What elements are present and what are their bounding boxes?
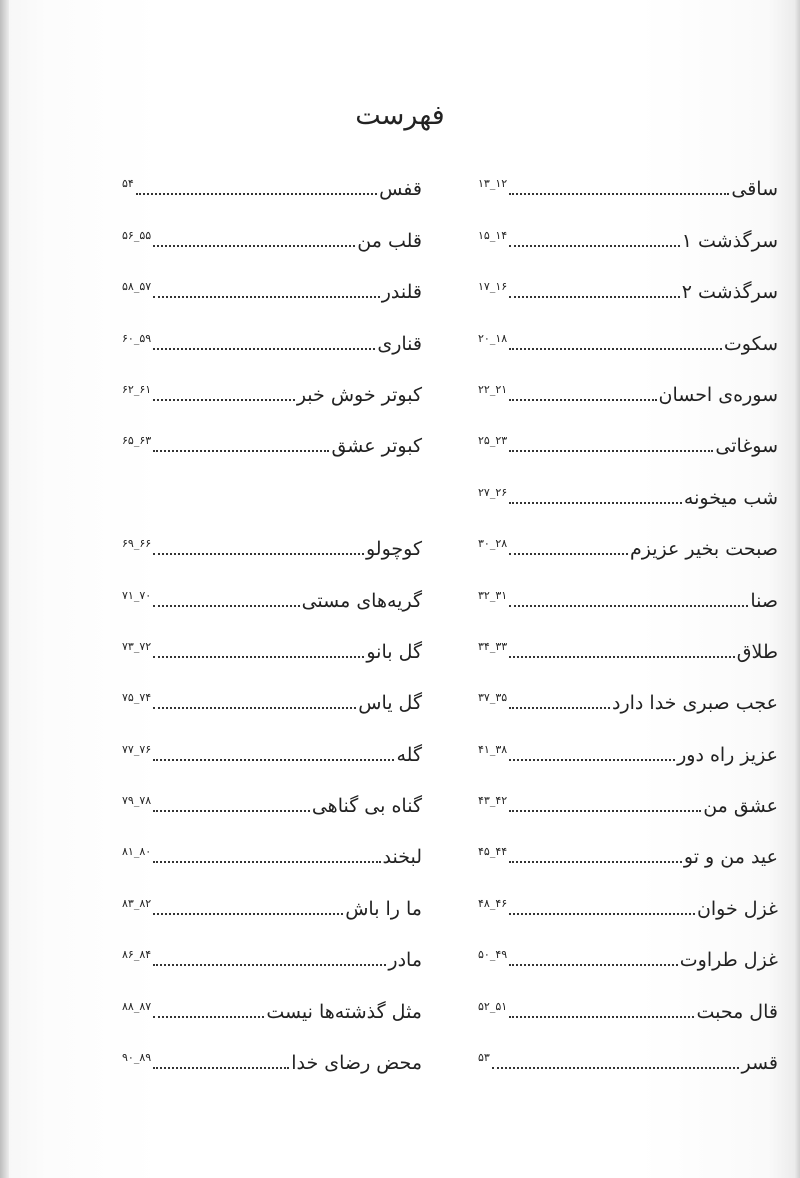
entry-title: عجب صبری خدا دارد — [612, 692, 778, 715]
entry-page-range: ۷۲_۷۳ — [122, 639, 152, 653]
toc-entry — [122, 569, 422, 620]
dot-leader — [509, 861, 682, 863]
page-edge-shadow-right — [794, 0, 800, 1178]
entry-page-range: ۵۵_۵۶ — [122, 228, 152, 242]
toc-entry — [122, 672, 422, 723]
toc-entry — [122, 312, 422, 363]
dot-leader — [153, 964, 386, 966]
dot-leader — [153, 605, 299, 607]
toc-entry — [122, 209, 422, 260]
entry-page-range: ۸۹_۹۰ — [122, 1051, 152, 1065]
dot-leader — [153, 1067, 289, 1069]
toc-entry — [122, 261, 422, 312]
entry-title: گل بانو — [366, 640, 422, 663]
toc-entry — [478, 209, 778, 260]
dot-leader — [153, 399, 295, 401]
toc-entry — [478, 415, 778, 466]
dot-leader — [509, 605, 748, 607]
toc-entry — [122, 621, 422, 672]
dot-leader — [509, 656, 735, 658]
entry-title: قلب من — [357, 229, 422, 252]
entry-page-range: ۵۱_۵۲ — [478, 999, 508, 1013]
entry-page-range: ۴۲_۴۳ — [478, 794, 508, 808]
dot-leader — [153, 296, 380, 298]
entry-page-range: ۷۴_۷۵ — [122, 691, 152, 705]
entry-title: محض رضای خدا — [291, 1052, 422, 1075]
dot-leader — [509, 296, 680, 298]
toc-entry — [478, 826, 778, 877]
entry-page-range: ۳۳_۳۴ — [478, 639, 508, 653]
toc-entry — [122, 980, 422, 1031]
entry-page-range: ۱۲_۱۳ — [478, 177, 508, 191]
entry-title: گریه‌های مستی — [301, 589, 422, 612]
toc-entry — [478, 621, 778, 672]
entry-title: سوغاتی — [715, 435, 778, 458]
toc-entry — [122, 723, 422, 774]
entry-title: قناری — [377, 332, 422, 355]
entry-page-range: ۷۶_۷۷ — [122, 742, 152, 756]
entry-page-range: ۵۳ — [478, 1051, 490, 1065]
entry-title: قسر — [741, 1052, 778, 1075]
dot-leader — [153, 245, 355, 247]
toc-column-right — [478, 158, 778, 1083]
page-edge-shadow-left — [0, 0, 9, 1178]
entry-title: قال محبت — [696, 1000, 778, 1023]
toc-entry — [478, 723, 778, 774]
entry-page-range: ۴۶_۴۸ — [478, 896, 508, 910]
entry-title: لبخند — [382, 846, 422, 869]
dot-leader — [509, 964, 678, 966]
toc-entry — [122, 1032, 422, 1083]
entry-title: سکوت — [723, 332, 778, 355]
entry-title: غزل طراوت — [679, 949, 778, 972]
dot-leader — [509, 399, 656, 401]
entry-page-range: ۲۱_۲۲ — [478, 382, 508, 396]
entry-page-range: ۸۷_۸۸ — [122, 999, 152, 1013]
toc-entry — [478, 158, 778, 209]
dot-leader — [509, 913, 695, 915]
entry-title: شب میخونه — [683, 486, 778, 509]
dot-leader — [153, 450, 329, 452]
entry-title: سرگذشت ۱ — [681, 229, 778, 252]
toc-entry — [122, 466, 422, 569]
entry-page-range: ۴۹_۵۰ — [478, 948, 508, 962]
entry-page-range: ۱۸_۲۰ — [478, 331, 508, 345]
entry-title: قلندر — [381, 281, 422, 304]
toc-entry — [122, 929, 422, 980]
entry-page-range: ۶۳_۶۵ — [122, 434, 152, 448]
entry-page-range: ۸۰_۸۱ — [122, 845, 152, 859]
entry-page-range: ۱۶_۱۷ — [478, 280, 508, 294]
toc-entry — [478, 672, 778, 723]
dot-leader — [509, 502, 682, 504]
dot-leader — [509, 759, 675, 761]
dot-leader — [153, 1016, 264, 1018]
dot-leader — [136, 193, 377, 195]
entry-page-range: ۳۱_۳۲ — [478, 588, 508, 602]
toc-entry — [478, 261, 778, 312]
toc-entry — [478, 312, 778, 363]
entry-title: گله — [396, 743, 422, 766]
dot-leader — [153, 656, 364, 658]
toc-entry — [478, 980, 778, 1031]
entry-title: کوچولو — [365, 538, 422, 561]
toc-column-left — [122, 158, 422, 1083]
entry-title: گل یاس — [358, 692, 422, 715]
dot-leader — [153, 707, 356, 709]
entry-page-range: ۵۹_۶۰ — [122, 331, 152, 345]
entry-page-range: ۴۴_۴۵ — [478, 845, 508, 859]
entry-page-range: ۵۴ — [122, 177, 134, 191]
dot-leader — [153, 348, 375, 350]
entry-page-range: ۳۵_۳۷ — [478, 691, 508, 705]
entry-page-range: ۶۱_۶۲ — [122, 382, 152, 396]
dot-leader — [509, 707, 610, 709]
entry-page-range: ۸۴_۸۶ — [122, 948, 152, 962]
entry-title: سرگذشت ۲ — [681, 281, 778, 304]
toc-entry — [122, 877, 422, 928]
toc-entry — [122, 775, 422, 826]
dot-leader — [153, 913, 343, 915]
toc-entry — [122, 364, 422, 415]
entry-page-range: ۲۳_۲۵ — [478, 434, 508, 448]
toc-entry — [478, 518, 778, 569]
toc-entry — [122, 826, 422, 877]
dot-leader — [509, 245, 680, 247]
toc-entry — [478, 877, 778, 928]
entry-title: عید من و تو — [683, 846, 778, 869]
dot-leader — [153, 861, 380, 863]
toc-entry — [478, 364, 778, 415]
toc-entry — [478, 775, 778, 826]
dot-leader — [153, 553, 364, 555]
entry-title: صنا — [750, 589, 778, 612]
entry-page-range: ۳۸_۴۱ — [478, 742, 508, 756]
entry-title: گناه بی گناهی — [311, 795, 422, 818]
dot-leader — [153, 759, 394, 761]
entry-page-range: ۷۰_۷۱ — [122, 588, 152, 602]
dot-leader — [492, 1067, 740, 1069]
dot-leader — [509, 450, 713, 452]
entry-title: کبوتر خوش خبر — [296, 383, 422, 406]
dot-leader — [509, 810, 701, 812]
entry-title: غزل خوان — [696, 897, 778, 920]
entry-page-range: ۸۲_۸۳ — [122, 896, 152, 910]
toc-entry — [478, 1032, 778, 1083]
toc-entry — [478, 929, 778, 980]
entry-title: عزیز راه دور — [677, 743, 778, 766]
entry-page-range: ۷۸_۷۹ — [122, 794, 152, 808]
entry-title: مادر — [388, 949, 422, 972]
entry-page-range: ۲۶_۲۷ — [478, 485, 508, 499]
entry-title: ساقی — [731, 178, 778, 201]
entry-page-range: ۱۴_۱۵ — [478, 228, 508, 242]
entry-title: طلاق — [736, 640, 778, 663]
entry-title: ما را باش — [345, 897, 422, 920]
entry-title: عشق من — [703, 795, 778, 818]
dot-leader — [509, 553, 628, 555]
entry-title: سوره‌ی احسان — [658, 383, 778, 406]
entry-page-range: ۲۸_۳۰ — [478, 537, 508, 551]
toc-entry — [122, 158, 422, 209]
entry-title: صبحت بخیر عزیزم — [630, 538, 778, 561]
entry-title: مثل گذشته‌ها نیست — [266, 1000, 422, 1023]
toc-entry — [478, 466, 778, 517]
toc-entry — [478, 569, 778, 620]
dot-leader — [509, 193, 729, 195]
dot-leader — [509, 348, 722, 350]
page-title: فهرست — [355, 100, 445, 131]
dot-leader — [509, 1016, 694, 1018]
entry-title: قفس — [379, 178, 422, 201]
dot-leader — [153, 810, 310, 812]
toc-entry — [122, 415, 422, 466]
entry-page-range: ۵۷_۵۸ — [122, 280, 152, 294]
entry-page-range: ۶۶_۶۹ — [122, 537, 152, 551]
entry-title: کبوتر عشق — [331, 435, 422, 458]
